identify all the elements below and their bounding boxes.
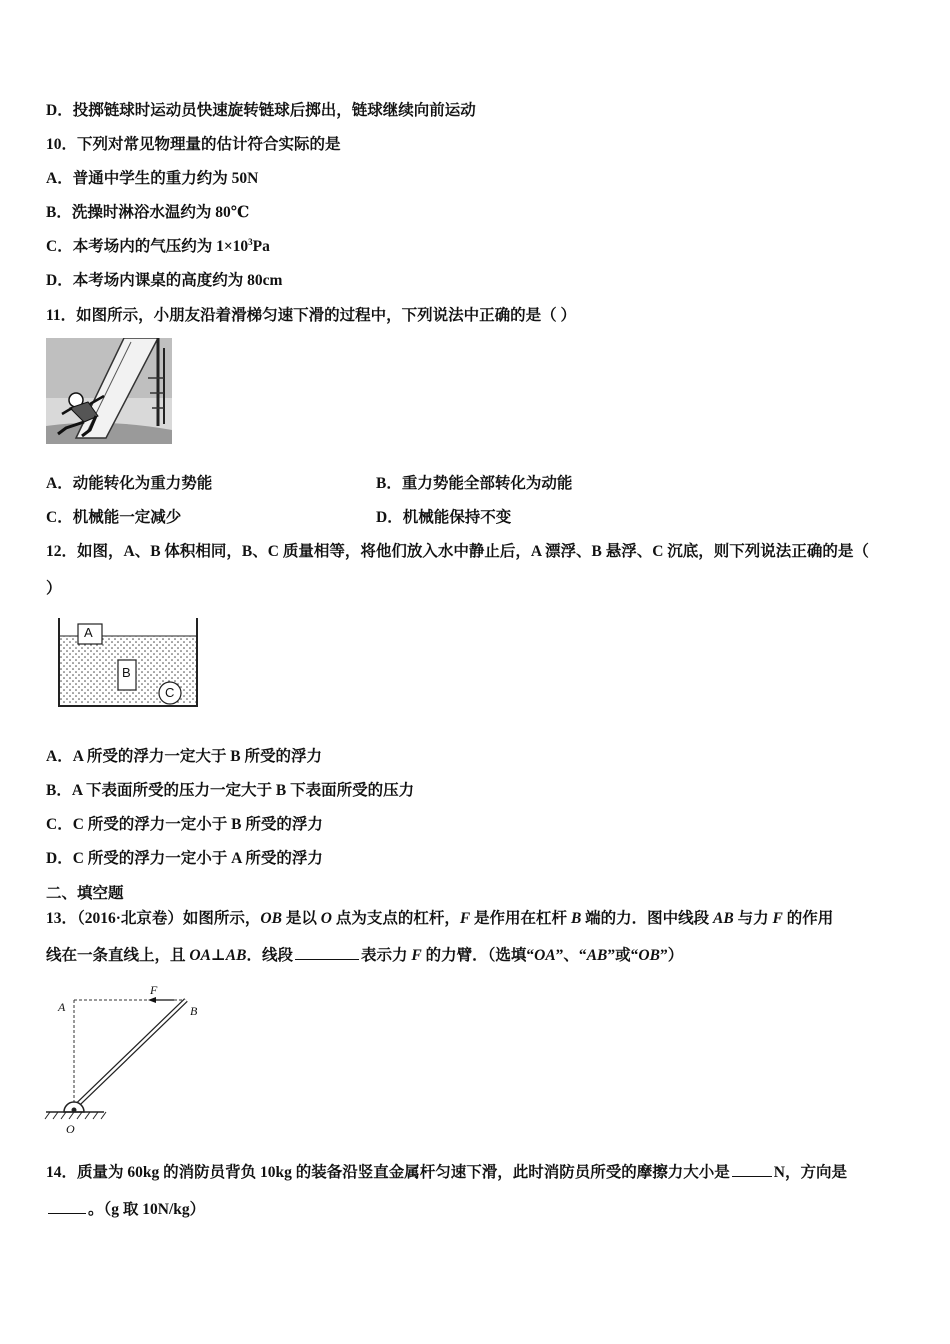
q13-text: ”或“ (607, 947, 639, 964)
q13-var-b: B (570, 910, 582, 927)
q13-var-f: F (411, 947, 422, 964)
point-a-label: A (58, 1000, 66, 1014)
q14-text: 14．质量为 60kg 的消防员背负 10kg 的装备沿竖直金属杆匀速下滑，此时消防员所受的摩擦力大小是 (46, 1164, 730, 1181)
q13-text: 与力 (733, 910, 773, 927)
q13-choice-ob: OB (638, 947, 660, 964)
ball-c-label: C (165, 685, 175, 700)
q14-text: 。（g 取 10N/kg） (88, 1201, 206, 1218)
q14-stem-line2 (46, 1199, 205, 1221)
slide-figure (46, 338, 172, 444)
q10-option-c-unit: Pa (252, 238, 270, 255)
q13-text: 线在一条直线上，且 (46, 947, 190, 964)
block-a-label: A (84, 625, 93, 640)
q13-var-ob: OB (260, 910, 282, 927)
force-f-label: F (150, 983, 158, 997)
q10-option-c (46, 236, 270, 258)
q10-stem: 10．下列对常见物理量的估计符合实际的是 (46, 136, 341, 153)
pivot-o-label: O (66, 1122, 75, 1136)
q10-option-c-exponent: 3 (248, 236, 253, 247)
q11-option-b: B．重力势能全部转化为动能 (376, 475, 573, 492)
q10-option-a: A．普通中学生的重力约为 50N (46, 170, 259, 187)
q13-var-o: O (320, 910, 332, 927)
q13-choice-oa: OA (534, 947, 556, 964)
q12-stem-line2: ） (46, 580, 62, 597)
q13-text: 13．（2016·北京卷）如图所示， (46, 910, 261, 927)
q13-var-f: F (772, 910, 783, 927)
q11-option-c: C．机械能一定减少 (46, 509, 182, 526)
q10-option-c-text: C．本考场内的气压约为 1×10 (46, 238, 249, 255)
q12-option-b: B．A 下表面所受的压力一定大于 B 下表面所受的压力 (46, 782, 415, 799)
q13-text: ”） (659, 947, 684, 964)
q12-option-a: A．A 所受的浮力一定大于 B 所受的浮力 (46, 748, 322, 765)
q13-text: 是作用在杠杆 (470, 910, 571, 927)
q14-stem-line1 (46, 1162, 847, 1184)
q13-text: ”、“ (555, 947, 587, 964)
q12-option-c: C．C 所受的浮力一定小于 B 所受的浮力 (46, 816, 323, 833)
q11-option-a: A．动能转化为重力势能 (46, 475, 213, 492)
q14-text: N，方向是 (773, 1164, 847, 1181)
q12-stem-line1: 12．如图，A、B 体积相同，B、C 质量相等，将他们放入水中静止后，A 漂浮、B 悬浮、C 沉底，则下列说法正确的是（ (46, 543, 869, 560)
q13-text: 点为支点的杠杆， (331, 910, 460, 927)
block-b-label: B (122, 665, 131, 680)
q13-text: 的作用 (782, 910, 834, 927)
section-fill-in-title: 二、填空题 (46, 884, 124, 902)
q10-option-b: B．洗操时淋浴水温约为 80℃ (46, 204, 250, 221)
lever-figure (44, 980, 214, 1140)
q13-var-f: F (459, 910, 471, 927)
q11-stem: 11．如图所示，小朋友沿着滑梯匀速下滑的过程中，下列说法中正确的是（ ） (46, 307, 577, 324)
lever-figure-drawing (44, 980, 214, 1140)
q10-option-d: D．本考场内课桌的高度约为 80cm (46, 272, 283, 289)
q9-option-d: D．投掷链球时运动员快速旋转链球后掷出，链球继续向前运动 (46, 102, 476, 119)
q13-text: ．线段 (246, 947, 293, 964)
q12-option-d: D．C 所受的浮力一定小于 A 所受的浮力 (46, 850, 323, 867)
q11-option-d: D．机械能保持不变 (376, 509, 512, 526)
q13-text: 的力臂．（选填“ (421, 947, 535, 964)
q14-direction-blank[interactable] (48, 1199, 86, 1214)
q13-answer-blank[interactable] (295, 945, 359, 960)
q13-var-oa-perp-ab: OA⊥AB (189, 947, 247, 964)
buoyancy-figure-drawing (56, 616, 200, 708)
q13-text: 是以 (281, 910, 321, 927)
q13-text: 表示力 (361, 947, 412, 964)
q13-choice-ab: AB (586, 947, 608, 964)
point-b-label: B (190, 1004, 198, 1018)
buoyancy-figure (56, 616, 200, 708)
q13-stem-line2 (46, 945, 683, 967)
q13-stem-line1 (46, 908, 833, 930)
q13-text: 端的力．图中线段 (581, 910, 714, 927)
q13-var-ab: AB (713, 910, 734, 927)
q14-friction-blank[interactable] (732, 1162, 772, 1177)
